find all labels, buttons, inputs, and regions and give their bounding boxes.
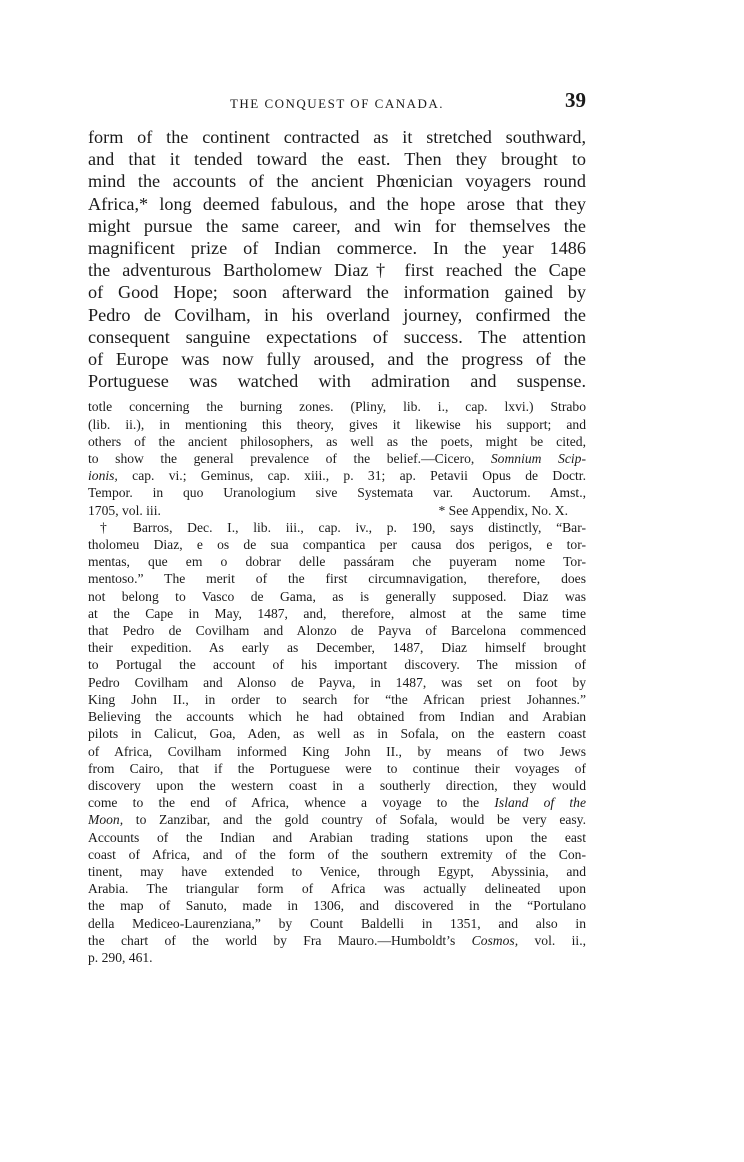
footnote-line: Tempor. in quo Uranologium sive Systemata var. Auctorum. Amst., xyxy=(88,485,586,501)
footnote-line: (lib. ii.), in mentioning this theory, gives it likewise his support; and xyxy=(88,416,586,432)
footnote-line xyxy=(88,811,586,828)
text-line: magnificent prize of Indian commerce. In the year 1486 xyxy=(88,238,586,259)
footnote-text: cap. vi.; Geminus, cap. xiii., p. 31; ap. Petavii Opus de Doctr. xyxy=(117,468,586,484)
footnote-line: their expedition. As early as December, 1487, Diaz himself brought xyxy=(88,640,586,656)
footnote-line: † Barros, Dec. I., lib. iii., cap. iv., p. 190, says distinctly, “Bar- xyxy=(100,519,586,535)
text-line: the adventurous Bartholomew Diaz† first reached the Cape xyxy=(88,260,586,281)
main-text xyxy=(88,126,586,392)
footnote-line: Accounts of the Indian and Arabian trading stations upon the east xyxy=(88,829,586,845)
footnote-line: pilots in Calicut, Goa, Aden, as well as in Sofala, on the eastern coast xyxy=(88,726,586,742)
footnote-line: others of the ancient philosophers, as well as the poets, might be cited, xyxy=(88,433,586,449)
footnote-line: to Portugal the account of his important discovery. The mission of xyxy=(88,657,586,673)
footnote-line: della Mediceo-Laurenziana,” by Count Baldelli in 1351, and also in xyxy=(88,915,586,931)
page-header xyxy=(88,88,586,118)
footnote-italic: Island of the xyxy=(494,795,586,811)
text-line: consequent sanguine expectations of success. The attention xyxy=(88,326,586,347)
text-line: mind the accounts of the ancient Phœnician voyagers round xyxy=(88,171,586,192)
footnote-text: come to the end of Africa, whence a voyage to the xyxy=(88,795,495,811)
footnote-line xyxy=(88,502,586,519)
appendix-reference: * See Appendix, No. X. xyxy=(438,502,568,518)
footnote-line: that Pedro de Covilham and Alonzo de Payva of Barcelona commenced xyxy=(88,623,586,639)
text-line: of Good Hope; soon afterward the information gained by xyxy=(88,282,586,303)
text-line: Africa,* long deemed fabulous, and the hope arose that they xyxy=(88,193,586,214)
footnote-italic: Cosmos, xyxy=(471,932,519,948)
footnote-line: from Cairo, that if the Portuguese were to continue their voyages of xyxy=(88,760,586,776)
text-line: form of the continent contracted as it stretched southward, xyxy=(88,127,586,147)
footnote-line: discovery upon the western coast in a southerly direction, they would xyxy=(88,777,586,793)
footnote-line: Arabia. The triangular form of Africa was actually delineated upon xyxy=(88,881,586,897)
footnote-italic: Somnium Scip- xyxy=(490,451,586,467)
text-line: Pedro de Covilham, in his overland journey, confirmed the xyxy=(88,304,586,325)
footnote-line: tholomeu Diaz, e os de sua compantica per causa dos perigos, e tor- xyxy=(88,537,586,553)
footnote-line: not belong to Vasco de Gama, as is generally supposed. Diaz was xyxy=(88,588,586,604)
footnote-line: coast of Africa, and of the form of the southern extremity of the Con- xyxy=(88,846,586,862)
footnote-text: vol. ii., xyxy=(518,932,586,948)
footnote-line xyxy=(88,450,586,467)
footnote-line: mentas, que em o dobrar delle passáram che puyeram nome Tor- xyxy=(88,554,586,570)
footnote-line: King John II., in order to search for “the African priest Johannes.” xyxy=(88,691,586,707)
footnote-italic: ionis, xyxy=(88,468,118,484)
footnote-text: to show the general prevalence of the belief.—Cicero, xyxy=(88,451,491,467)
page-number: 39 xyxy=(565,88,586,112)
footnote-italic: Moon, xyxy=(88,812,124,828)
footnote-line: the map of Sanuto, made in 1306, and discovered in the “Portulano xyxy=(88,898,586,914)
text-line: and that it tended toward the east. Then they brought to xyxy=(88,149,586,170)
footnote-line: mentoso.” The merit of the first circumnavigation, therefore, does xyxy=(88,571,586,587)
footnote-line: Believing the accounts which he had obtained from Indian and Arabian xyxy=(88,709,586,725)
footnote-line xyxy=(88,794,586,811)
footnote-line xyxy=(88,467,586,484)
footnote-line: of Africa, Covilham informed King John II., by means of two Jews xyxy=(88,743,586,759)
footnote-line: Pedro Covilham and Alonso de Payva, in 1487, was set on foot by xyxy=(88,674,586,690)
text-line: Portuguese was watched with admiration and suspense. xyxy=(88,371,586,392)
footnote-line: totle concerning the burning zones. (Pliny, lib. i., cap. lxvi.) Strabo xyxy=(88,399,586,415)
footnote-text: 1705, vol. iii. xyxy=(88,502,161,518)
footnote-line: at the Cape in May, 1487, and, therefore, almost at the same time xyxy=(88,605,586,621)
footnote-line: p. 290, 461. xyxy=(88,949,153,965)
footnote-text: to Zanzibar, and the gold country of Sofala, would be very easy. xyxy=(123,812,586,828)
footnote-line: tinent, may have extended to Venice, through Egypt, Abyssinia, and xyxy=(88,863,586,879)
footnote-line xyxy=(88,932,586,949)
text-line: might pursue the same career, and win for themselves the xyxy=(88,215,586,236)
book-page xyxy=(88,88,586,966)
running-head: THE CONQUEST OF CANADA. xyxy=(229,96,445,111)
footnote-text: the chart of the world by Fra Mauro.—Humboldt’s xyxy=(88,932,472,948)
footnotes xyxy=(88,398,586,966)
text-line: of Europe was now fully aroused, and the progress of the xyxy=(88,349,586,370)
